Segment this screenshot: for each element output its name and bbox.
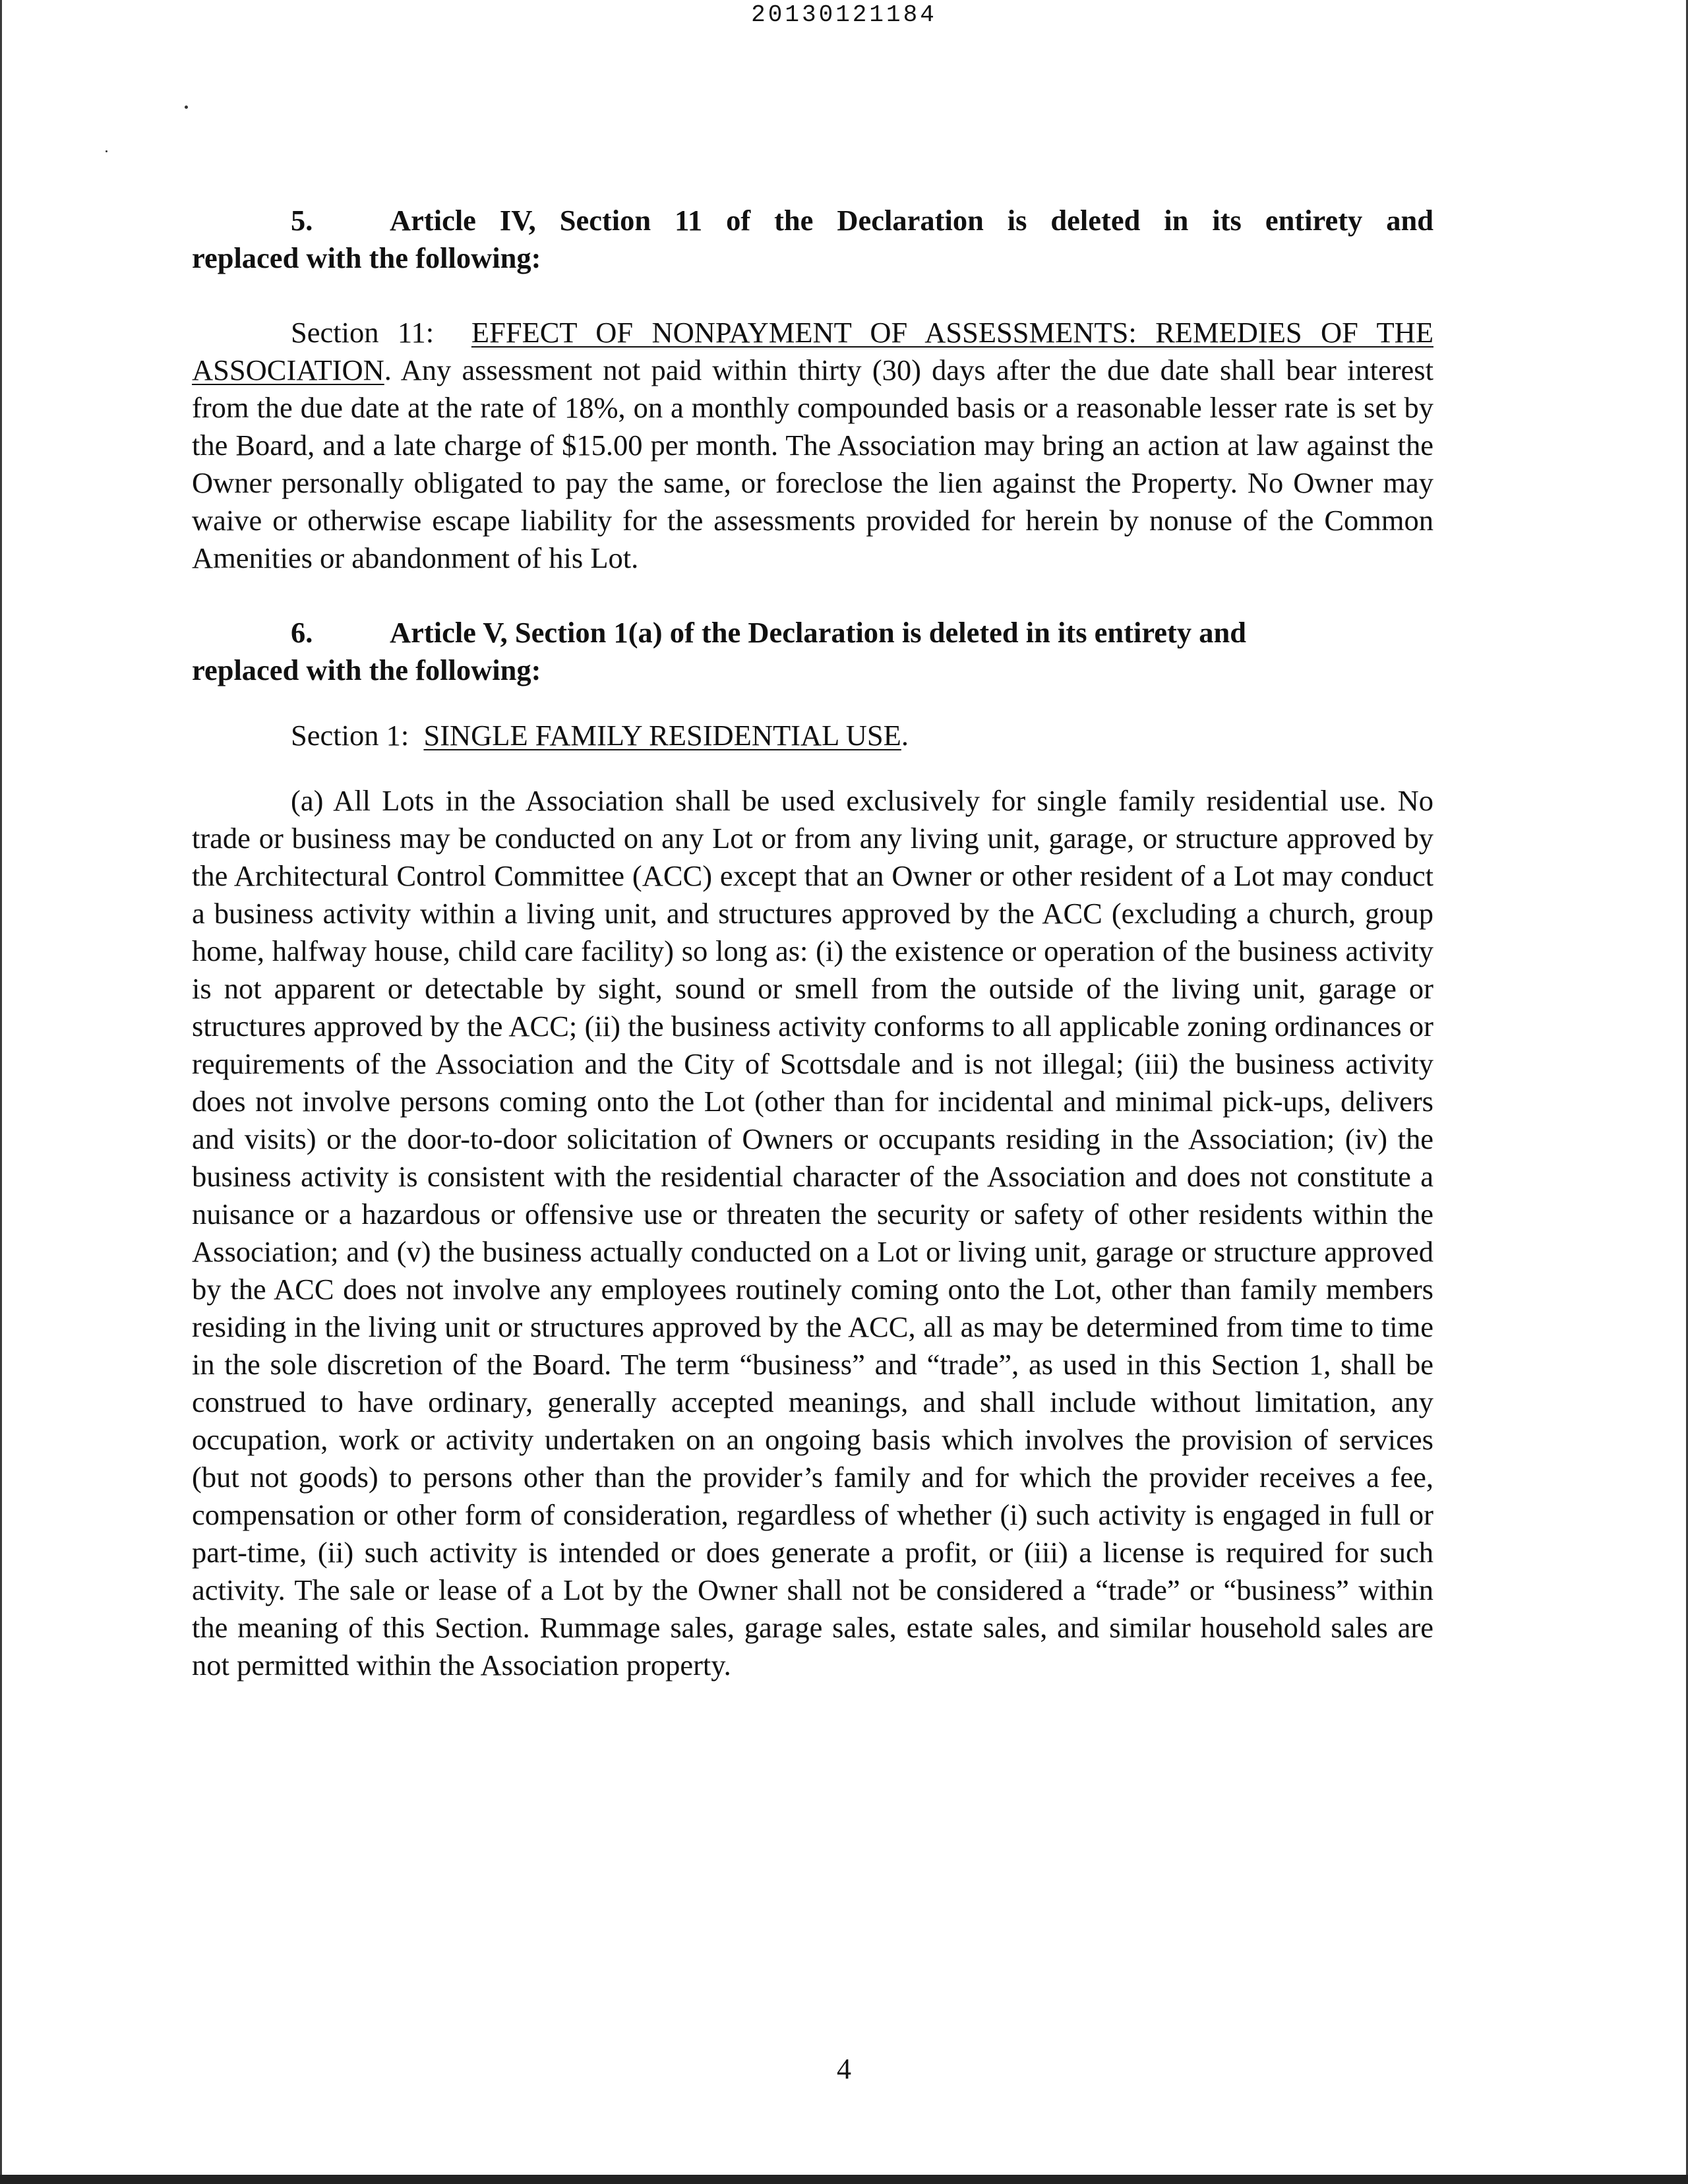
item5-section-paragraph (192, 314, 1433, 577)
scan-speck (185, 106, 188, 109)
item6-section-label: Section 1: (291, 719, 409, 752)
page-number: 4 (837, 2053, 851, 2085)
item6-section-end: . (901, 719, 909, 752)
item6-heading-line1: Article V, Section 1(a) of the Declaration is deleted in its entirety and (390, 616, 1246, 649)
item5-heading (192, 202, 1433, 239)
document-body (192, 202, 1433, 1684)
item6-number: 6. (291, 616, 313, 649)
scan-edge-left (0, 0, 2, 2184)
item6-body-paragraph: (a) All Lots in the Association shall be used exclusively for single family residential use. No trade or business may be conducted on any Lot or from any living unit, garage, or structure approved by the Architectural Control Committee (ACC) except that an Owner or other resident of a Lot may conduct a business activity within a living unit, and structures approved by the ACC (excluding a church, group home, halfway house, child care facility) so long as: (i) the existence or operation of the business activity is not apparent or detectable by sight, sound or smell from the outside of the living unit, garage or structures approved by the ACC; (ii) the business activity conforms to all applicable zoning ordinances or requirements of the Association and the City of Scottsdale and is not illegal; (iii) the business activity does not involve persons coming onto the Lot (other than for incidental and minimal pick-ups, delivers and visits) or the door-to-door solicitation of Owners or occupants residing in the Association; (iv) the business activity is consistent with the residential character of the Association and does not constitute a nuisance or a hazardous or offensive use or threaten the security or safety of other residents within the Association; and (v) the business actually conducted on a Lot or living unit, garage or structure approved by the ACC does not involve any employees routinely coming onto the Lot, other than family members residing in the living unit or structures approved by the ACC, all as may be determined from time to time in the sole discretion of the Board. The term “business” and “trade”, as used in this Section 1, shall be construed to have ordinary, generally accepted meanings, and shall include without limitation, any occupation, work or activity undertaken on an ongoing basis which involves the provision of services (but not goods) to persons other than the provider’s family and for which the provider receives a fee, compensation or other form of consideration, regardless of whether (i) such activity is engaged in full or part-time, (ii) such activity is intended or does generate a profit, or (iii) a license is required for such activity. The sale or lease of a Lot by the Owner shall not be considered a “trade” or “business” within the meaning of this Section. Rummage sales, garage sales, estate sales, and similar household sales are not permitted within the Association property. (192, 784, 1433, 1682)
recording-number: 20130121184 (751, 1, 937, 28)
scan-speck (106, 150, 107, 152)
item6-heading-line2: replaced with the following: (192, 653, 541, 686)
item6-section-title: SINGLE FAMILY RESIDENTIAL USE (423, 719, 901, 752)
item5-heading-line1: Article IV, Section 11 of the Declaration is deleted in its entirety and (390, 204, 1433, 237)
item5-number: 5. (291, 204, 313, 237)
item5-section-label: Section 11: (291, 316, 435, 349)
item6-section-heading (192, 717, 1433, 754)
scan-edge-bottom (0, 2175, 1688, 2184)
item5-section-title: EFFECT OF NONPAYMENT OF ASSESSMENTS: REMEDIES OF THE ASSOCIATION (192, 316, 1433, 386)
item6-heading (192, 614, 1433, 652)
item5-heading-line2: replaced with the following: (192, 241, 541, 274)
item5-section-body: . Any assessment not paid within thirty (30) days after the due date shall bear interest from the due date at the rate of 18%, on a monthly compounded basis or a reasonable lesser rate is set by the Board, and a late charge of $15.00 per month. The Association may bring an action at law against the Owner personally obligated to pay the same, or foreclose the lien against the Property. No Owner may waive or otherwise escape liability for the assessments provided for herein by nonuse of the Common Amenities or abandonment of his Lot. (192, 353, 1433, 574)
